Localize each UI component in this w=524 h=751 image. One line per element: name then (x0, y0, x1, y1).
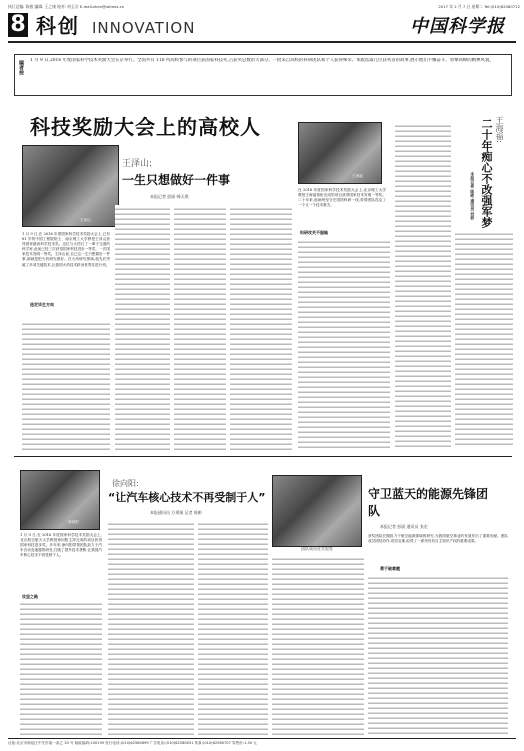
footer-line: 社址:北京市海淀区中关村南一条乙 33 号 邮政编码:100190 发行电话:(010)62580699 广告电话:(010)62580631 传真:(010)62580707 零售价:1.50 元 (8, 741, 257, 745)
story4-photo (272, 475, 362, 547)
story2-byline: 本报记者 陈彬 通讯员 刘菲 (470, 172, 476, 221)
story3-title: “让汽车核心技术不再受制于人” (108, 491, 266, 504)
page-number: 8 (10, 12, 26, 37)
story3-name: 徐向阳: (112, 479, 139, 488)
story1-body: 1 月 9 日,在 2016 年度国家科学技术奖励大会上,已有 81 岁的中国工程院院士、南京理工大学教授王泽山获得国家最高科学技术奖。这位与火药打了一辈子交道的科学家,此前已经三次获得国家科技进步一等奖、一次国家技术发明一等奖。王泽山说,自己这一生只想做好一件事,那就是把火药研究做好。在火药研究领域,他先后突破了多项关键技术,让我国火药技术跻身世界先进行列。 (22, 232, 110, 267)
section-divider (14, 456, 512, 457)
story2-subhead-1: 科研攻关不服输 (300, 230, 328, 235)
masthead-rule (8, 41, 516, 43)
story-middle-col-fill (230, 205, 292, 450)
story1-col1-fill (22, 320, 110, 450)
story3-col1-fill (20, 600, 102, 735)
story1-subhead-1: 选定毕生方向 (30, 302, 54, 307)
section-title-en: INNOVATION (92, 19, 196, 37)
story1-byline: 本报记者 彭丽 韩天琪 (150, 194, 189, 199)
story3-body: 1 月 9 日,在 2016 年度国家科学技术奖励大会上,北京航空航天大学教授徐向阳主持完成的项目获得国家科技进步奖。多年来,徐向阳带领团队致力于汽车自动变速器的研发,打破了国外技术垄断,让我国汽车核心技术不再受制于人。 (20, 533, 102, 558)
story2-col3-fill (455, 230, 513, 448)
story4-body: 获奖团队长期致力于航空能源领域的研究,为我国航空事业的发展作出了重要贡献。团队成员团结协作,攻坚克难,取得了一系列具有自主知识产权的重要成果。 (368, 534, 508, 544)
story4-col1-fill (272, 555, 364, 735)
story4-photo-caption: 团队成员在实验室 (301, 546, 333, 551)
story3-photo-caption: 徐向阳 (68, 520, 79, 524)
story2-col1-fill (298, 238, 390, 448)
story3-byline: 本报通讯员 方勇娟 记者 陈彬 (150, 510, 202, 515)
story4-col2-fill (368, 574, 508, 735)
story2-photo (298, 122, 382, 184)
story4-subhead-1: 勇于破难题 (380, 566, 400, 571)
story2-col2-fill (395, 122, 451, 448)
story1-name: 王泽山: (122, 159, 153, 169)
editor-line: 执行总编: 陈根 编辑: 王之康 校对: 何玉宗 E-mail:zhen@stimes.cn (8, 4, 125, 9)
story1-col2 (115, 205, 170, 450)
intro-label: 编者按 (18, 60, 24, 75)
story3-col3-fill (198, 520, 268, 735)
page-headline: 科技奖励大会上的高校人 (30, 115, 261, 139)
story1-photo-caption: 王泽山 (80, 218, 91, 222)
story3-subhead-1: 攻坚之路 (22, 594, 38, 599)
footer-rule (8, 738, 516, 739)
newspaper-logo: 中国科学报 (410, 16, 505, 37)
story2-name: 王海福: (495, 116, 504, 143)
story4-title: 守卫蓝天的能源先锋团队 (368, 487, 489, 518)
intro-text: 1 月 9 日,2016 年度国家科学技术奖励大会在京举行。全国共有 118 所高校参与的项目获国家科技奖,占获奖总数的大部分。一批来自高校的科研团队和个人获得殊荣。本版选取几位获奖者的故事,展示他们不懈奋斗、勇攀高峰的精神风貌。 (30, 58, 494, 63)
story1-photo (22, 145, 119, 227)
date-line: 2017 年 2 月 7 日 星期二 Tel:(010)62580712 (438, 4, 520, 9)
story2-body: 在 2016 年度国家科学技术奖励大会上,北京理工大学教授王海福领衔完成的项目获得国家技术发明一等奖。二十年来,他始终坚守在国防科研一线,带领团队攻克了一个又一个技术难关。 (298, 188, 386, 208)
story3-photo (20, 470, 100, 530)
story2-title: 二十年痴心不改强军梦 (480, 118, 493, 228)
story2-photo-caption: 王海福 (352, 174, 363, 178)
story4-byline: 本报记者 彭丽 通讯员 张宏 (380, 524, 428, 529)
story1-col3 (174, 205, 226, 450)
story3-col2-fill (108, 520, 194, 735)
section-title: 科创 (36, 14, 80, 38)
story1-title: 一生只想做好一件事 (122, 173, 231, 187)
